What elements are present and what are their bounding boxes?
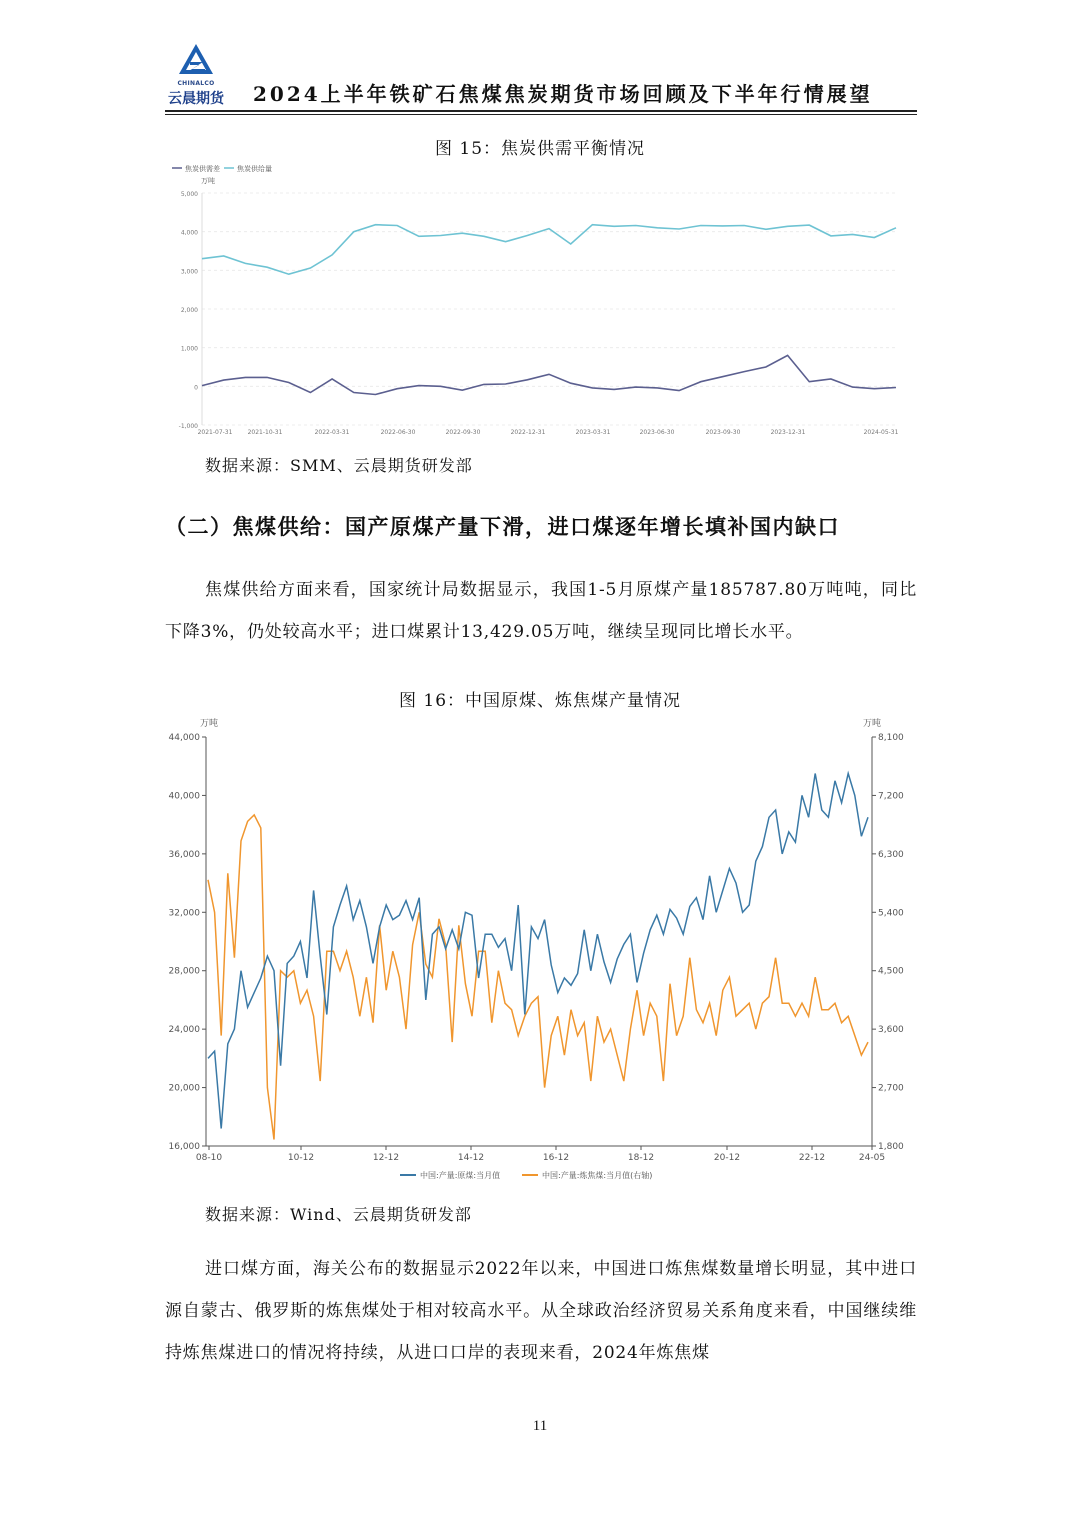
x-tick-label: 18-12	[627, 1153, 655, 1163]
figure-15-title: 图 15：焦炭供需平衡情况	[434, 139, 646, 159]
header-divider-thin	[165, 114, 917, 115]
chinalco-logo-icon	[179, 44, 213, 80]
x-tick-label: 2023-06-30	[639, 429, 675, 436]
y-tick-label: 1,000	[180, 345, 198, 353]
x-tick-label: 22-12	[798, 1153, 826, 1163]
figure-16-source: 数据来源：Wind、云晨期货研发部	[205, 1205, 472, 1224]
x-tick-label: 2022-09-30	[445, 429, 481, 436]
x-tick-label: 2023-03-31	[575, 429, 611, 436]
x-tick-label: 14-12	[457, 1153, 485, 1163]
y-tick-label: 0	[194, 384, 198, 392]
x-tick-label: 2022-03-31	[314, 429, 350, 436]
series-line-raw-coal	[208, 774, 868, 1129]
figure-15-source: 数据来源：SMM、云晨期货研发部	[205, 456, 473, 475]
x-tick-label: 2024-05-31	[863, 429, 899, 436]
body-paragraph-1: 焦煤供给方面来看，国家统计局数据显示，我国1-5月原煤产量185787.80万吨吨，同比下降3%，仍处较高水平；进口煤累计13,429.05万吨，继续呈现同比增长水平。	[165, 580, 917, 642]
right-axis-unit: 万吨	[863, 719, 882, 729]
x-tick-label: 10-12	[287, 1153, 315, 1163]
y-tick-label: 5,000	[180, 191, 198, 198]
right-tick-label: 5,400	[878, 908, 904, 919]
left-tick-label: 24,000	[168, 1025, 200, 1036]
x-tick-label: 2023-09-30	[705, 429, 741, 436]
x-tick-label: 2021-07-31	[197, 429, 233, 436]
body-paragraph-2: 进口煤方面，海关公布的数据显示2022年以来，中国进口炼焦煤数量增长明显，其中进口源自蒙古、俄罗斯的炼焦煤处于相对较高水平。从全球政治经济贸易关系角度来看，中国继续维持炼焦煤进口的情况将持续，从进口口岸的表现来看，2024年炼焦煤	[165, 1259, 917, 1363]
left-tick-label: 28,000	[168, 966, 200, 977]
page-number: 11	[532, 1418, 548, 1434]
left-tick-label: 32,000	[168, 908, 200, 919]
y-tick-label: 3,000	[180, 268, 198, 276]
legend-label-raw-coal: 中国:产量:原煤:当月值	[420, 1171, 501, 1180]
y-tick-label: 2,000	[180, 307, 198, 314]
left-tick-label: 16,000	[168, 1142, 200, 1152]
left-axis-unit: 万吨	[200, 719, 219, 729]
x-tick-label: 20-12	[713, 1153, 741, 1163]
x-tick-label: 2021-10-31	[247, 429, 283, 436]
left-tick-label: 36,000	[168, 849, 200, 860]
figure-16-chart	[160, 712, 920, 1192]
x-tick-label: 24-05	[858, 1153, 886, 1163]
left-tick-label: 40,000	[168, 791, 200, 802]
x-tick-label: 2022-06-30	[380, 429, 416, 436]
right-tick-label: 4,500	[878, 966, 904, 977]
left-tick-label: 20,000	[168, 1083, 200, 1094]
logo-chinese: 云晨期货	[168, 91, 224, 107]
series-line-supply-gap	[202, 355, 896, 394]
logo-english: CHINALCO	[177, 80, 215, 87]
right-tick-label: 8,100	[878, 733, 904, 743]
y-axis-unit: 万吨	[201, 177, 215, 185]
legend-label-supply-gap: 焦炭供需差	[185, 165, 220, 173]
legend-label-coking-coal: 中国:产量:炼焦煤:当月值(右轴)	[542, 1171, 653, 1180]
right-tick-label: 1,800	[878, 1142, 904, 1152]
legend-label-supply: 焦炭供给量	[237, 165, 272, 173]
right-tick-label: 3,600	[878, 1025, 904, 1036]
right-tick-label: 2,700	[878, 1083, 904, 1094]
x-tick-label: 08-10	[195, 1153, 223, 1163]
page-header	[165, 40, 917, 110]
y-tick-label: -1,000	[178, 423, 198, 430]
figure-15-chart	[160, 160, 910, 445]
left-tick-label: 44,000	[168, 733, 200, 743]
header-divider	[165, 110, 917, 112]
x-tick-label: 16-12	[542, 1153, 570, 1163]
x-tick-label: 2022-12-31	[510, 429, 546, 436]
section-heading: （二）焦煤供给：国产原煤产量下滑，进口煤逐年增长填补国内缺口	[165, 514, 840, 539]
figure-16-title: 图 16：中国原煤、炼焦煤产量情况	[398, 691, 682, 711]
x-tick-label: 2023-12-31	[770, 429, 806, 436]
x-tick-label: 12-12	[372, 1153, 400, 1163]
document-title: 2024上半年铁矿石焦煤焦炭期货市场回顾及下半年行情展望	[253, 82, 873, 106]
right-tick-label: 7,200	[878, 791, 904, 802]
company-logo	[165, 40, 227, 106]
right-tick-label: 6,300	[878, 849, 904, 860]
y-tick-label: 4,000	[180, 229, 198, 237]
